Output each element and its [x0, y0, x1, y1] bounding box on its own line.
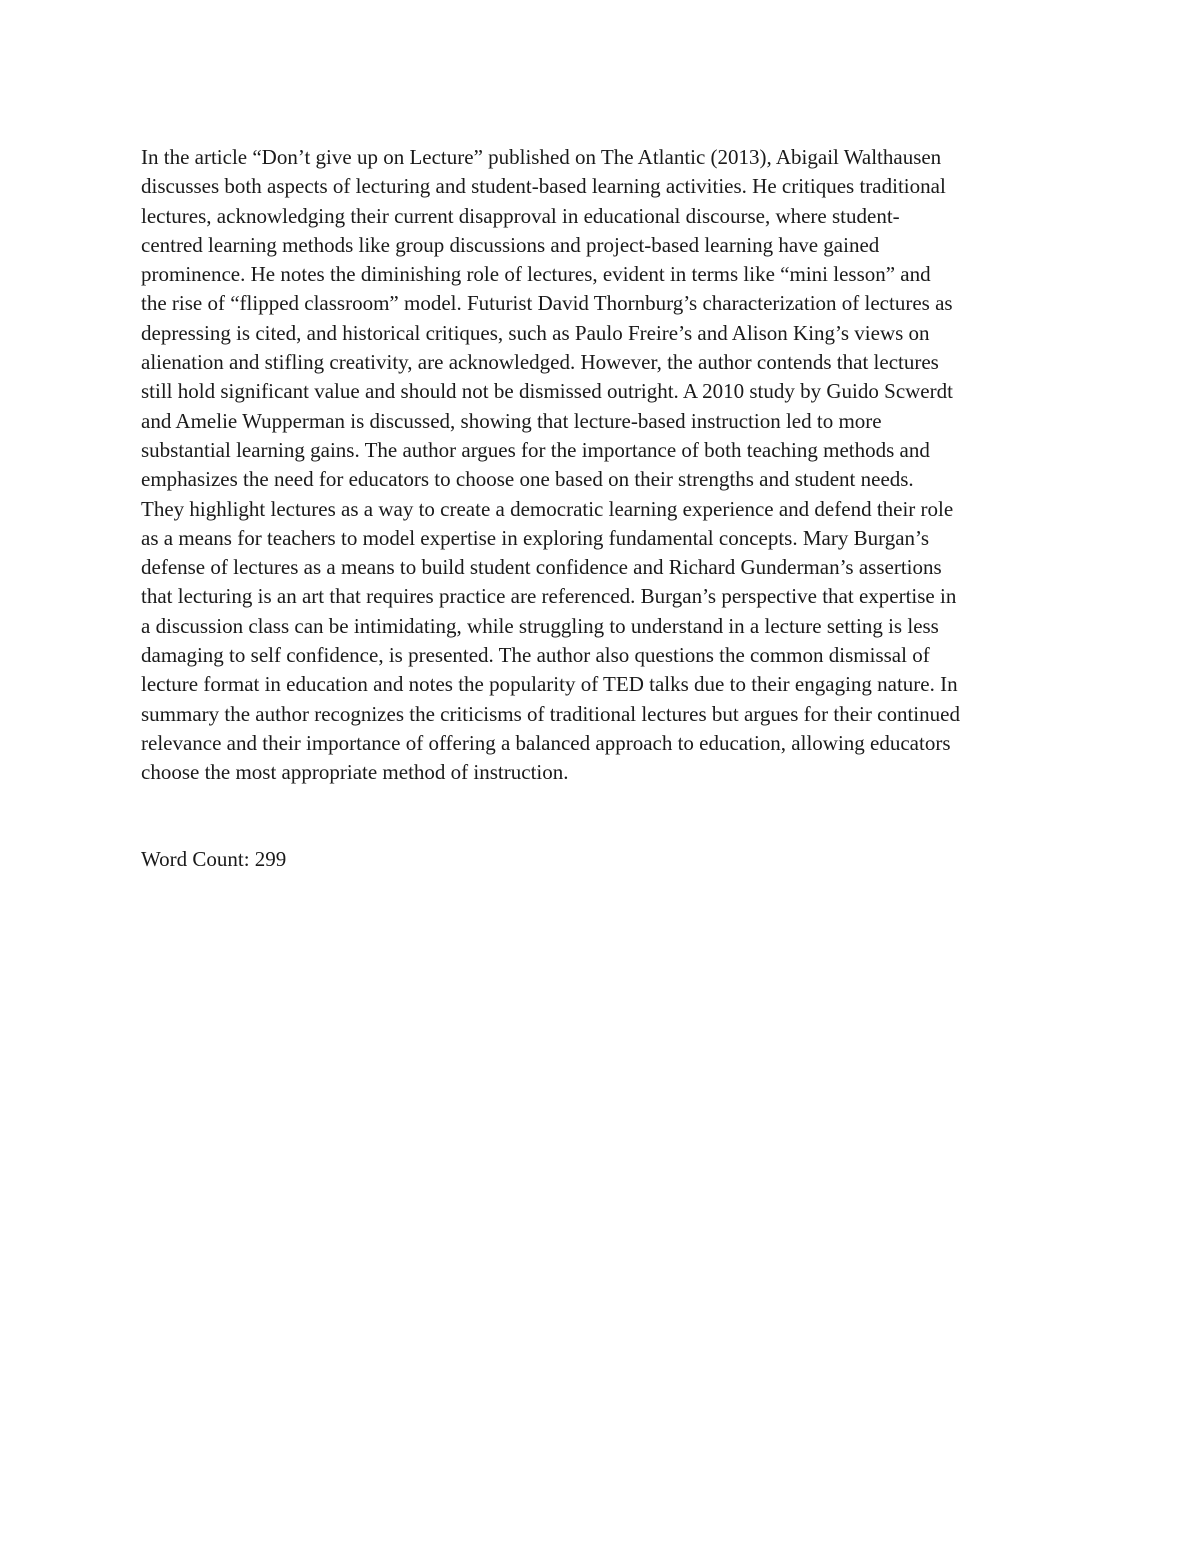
paragraph-line: emphasizes the need for educators to choose one based on their strengths and student needs. — [141, 467, 914, 492]
paragraph-line: prominence. He notes the diminishing role of lectures, evident in terms like “mini lesson” and — [141, 262, 931, 287]
summary-paragraph — [141, 143, 1071, 788]
paragraph-line: discusses both aspects of lecturing and student-based learning activities. He critiques traditional — [141, 174, 946, 199]
paragraph-line: the rise of “flipped classroom” model. Futurist David Thornburg’s characterization of lectures as — [141, 291, 953, 316]
paragraph-line: still hold significant value and should not be dismissed outright. A 2010 study by Guido Scwerdt — [141, 379, 953, 404]
paragraph-line: centred learning methods like group discussions and project-based learning have gained — [141, 232, 880, 257]
paragraph-line: damaging to self confidence, is presented. The author also questions the common dismissal of — [141, 643, 930, 668]
paragraph-line: relevance and their importance of offering a balanced approach to education, allowing educators — [141, 730, 951, 755]
word-count: Word Count: 299 — [141, 847, 287, 871]
paragraph-line: They highlight lectures as a way to create a democratic learning experience and defend their role — [141, 496, 954, 521]
paragraph-line: alienation and stifling creativity, are acknowledged. However, the author contends that lectures — [141, 350, 939, 375]
paragraph-line: and Amelie Wupperman is discussed, showing that lecture-based instruction led to more — [141, 408, 882, 433]
paragraph-line: as a means for teachers to model expertise in exploring fundamental concepts. Mary Burgan’s — [141, 525, 930, 550]
paragraph-line: a discussion class can be intimidating, while struggling to understand in a lecture setting is less — [141, 613, 939, 638]
paragraph-line: defense of lectures as a means to build student confidence and Richard Gunderman’s assertions — [141, 555, 942, 580]
paragraph-line: lectures, acknowledging their current disapproval in educational discourse, where student- — [141, 203, 900, 228]
paragraph-line: substantial learning gains. The author argues for the importance of both teaching methods and — [141, 437, 930, 462]
paragraph-line: that lecturing is an art that requires practice are referenced. Burgan’s perspective that expertise in — [141, 584, 957, 609]
paragraph-line: choose the most appropriate method of instruction. — [141, 760, 569, 785]
paragraph-line: summary the author recognizes the criticisms of traditional lectures but argues for their continued — [141, 701, 960, 726]
paragraph-line: depressing is cited, and historical critiques, such as Paulo Freire’s and Alison King’s views on — [141, 320, 930, 345]
paragraph-line: lecture format in education and notes the popularity of TED talks due to their engaging nature. In — [141, 672, 958, 697]
paragraph-line: In the article “Don’t give up on Lecture” published on The Atlantic (2013), Abigail Walthausen — [141, 145, 942, 169]
